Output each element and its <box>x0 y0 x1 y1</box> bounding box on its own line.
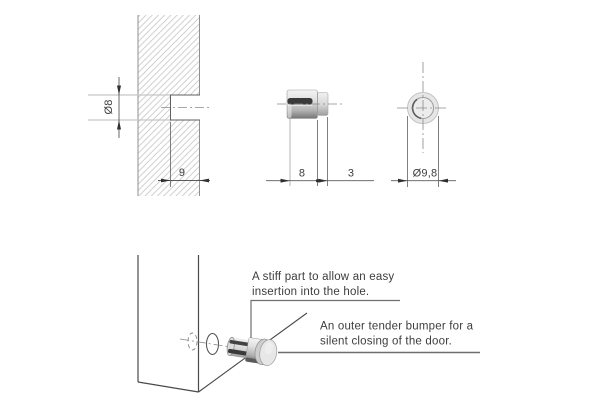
outer-diameter-label: Ø9,8 <box>412 167 438 180</box>
hole-diameter-label: Ø8 <box>102 99 115 115</box>
arrowhead <box>117 120 121 130</box>
bumper-side-view <box>266 90 374 186</box>
arrowhead <box>200 179 210 183</box>
bumper-part-3d <box>225 333 278 367</box>
hole-depth-label: 9 <box>178 167 186 179</box>
bumper-slot <box>288 98 313 105</box>
arrowhead <box>281 179 291 183</box>
arrowhead <box>439 179 449 183</box>
head-thickness-label: 3 <box>347 167 355 180</box>
arrowhead <box>319 179 328 183</box>
bumper-front-view <box>391 62 456 187</box>
stiff-part-text-line1: A stiff part to allow an easy <box>252 271 395 283</box>
slot-highlight <box>288 105 313 106</box>
arrowhead <box>117 86 121 96</box>
door-bottom-edge <box>138 382 199 392</box>
tender-bumper-callout <box>278 321 480 353</box>
stiff-part-text-line2: insertion into the hole. <box>252 286 370 298</box>
hole-opening-ellipse <box>207 334 219 355</box>
hidden-hole-ellipse <box>188 333 197 350</box>
assembly-illustration <box>138 255 480 392</box>
insert-length-label: 8 <box>298 167 306 180</box>
arrowhead <box>398 179 408 183</box>
bumper-text-line2: silent closing of the door. <box>320 335 452 348</box>
panel-section-view <box>88 15 210 196</box>
bumper-text-line1: An outer tender bumper for a <box>320 320 474 333</box>
